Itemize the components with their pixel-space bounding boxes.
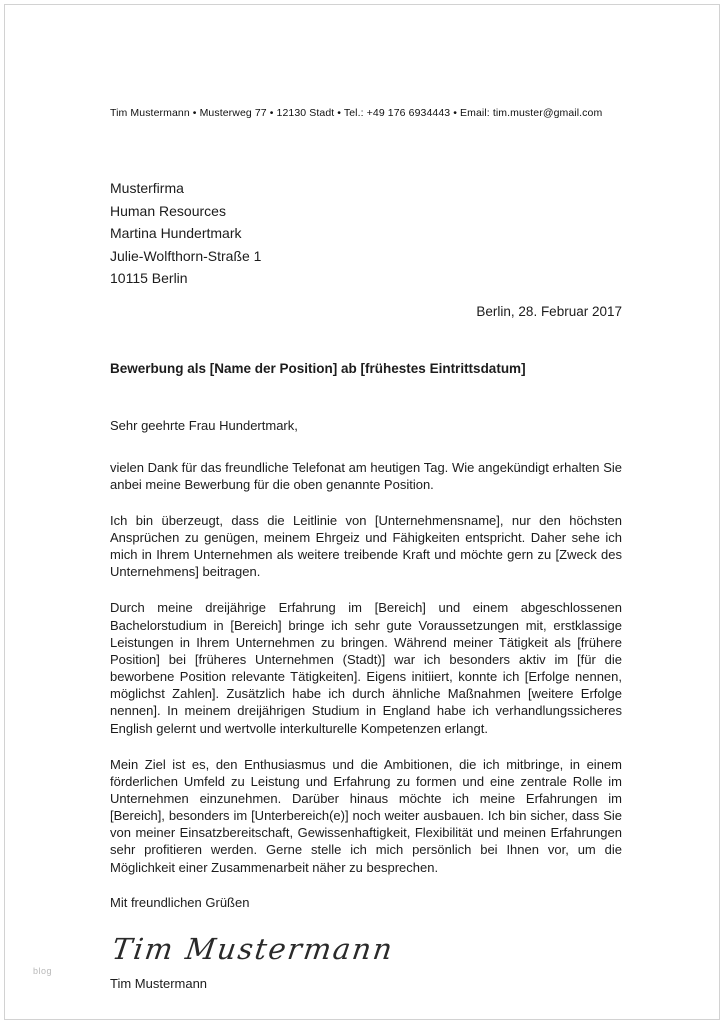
recipient-block — [110, 177, 622, 290]
body-paragraph: Ich bin überzeugt, dass die Leitlinie von [Unternehmensname], nur den höchsten Ansprüchen zu genügen, meinem Ehrgeiz und Fähigkeiten entspricht. Daher sehe ich mich in Ihrem Unternehmen als weitere treibende Kraft und möchte gern zu [Zweck des Unternehmens] beitragen. — [110, 512, 622, 580]
recipient-line-department: Human Resources — [110, 202, 226, 219]
closing-line: Mit freundlichen Grüßen — [110, 894, 250, 910]
handwritten-signature: Tim Mustermann — [110, 931, 397, 966]
body-paragraph: vielen Dank für das freundliche Telefonat am heutigen Tag. Wie angekündigt erhalten Sie anbei meine Bewerbung für die oben genannte Position. — [110, 459, 622, 492]
recipient-line-street: Julie-Wolfthorn-Straße 1 — [110, 247, 262, 264]
sender-contact-line: Tim Mustermann • Musterweg 77 • 12130 Stadt • Tel.: +49 176 6934443 • Email: tim.muster@gmail.com — [110, 107, 603, 119]
subject-line: Bewerbung als [Name der Position] ab [frühestes Eintrittsdatum] — [110, 360, 526, 376]
body-paragraph: Mein Ziel ist es, den Enthusiasmus und die Ambitionen, die ich mitbringe, in einem förderlichen Umfeld zu Leistung und Erfahrung zu formen und eine zentrale Rolle im Unternehmen einzunehmen. Darüber hinaus möchte ich meine Erfahrungen im [Bereich], besonders im [Unterbereich(e)] noch weiter ausbauen. Ich bin sicher, dass Sie von meiner Einsatzbereitschaft, Gewissenhaftigkeit, Flexibilität und meinen Erfahrungen sehr profitieren werden. Gerne stelle ich mich persönlich bei Ihnen vor, um die Möglichkeit einer Zusammenarbeit näher zu besprechen. — [110, 756, 622, 875]
recipient-line-city: 10115 Berlin — [110, 270, 188, 286]
body-paragraph: Durch meine dreijährige Erfahrung im [Bereich] und einem abgeschlossenen Bachelorstudium in [Bereich] bringe ich sehr gute Voraussetzungen mit, erstklassige Leistungen in Ihrem Unternehmen zu bringen. Während meiner Tätigkeit als [frühere Position] bei [früheres Unternehmen (Stadt)] war ich besonders aktiv im [für die beworbene Position relevante Tätigkeiten]. Eigens initiiert, konnte ich [Erfolge nennen, möglichst Zahlen]. Zusätzlich habe ich durch ähnliche Maßnahmen [weitere Erfolge nennen]. In meinem dreijährigen Studium in England habe ich verhandlungssicheres English gelernt und wertvolle interkulturelle Kompetenzen erlangt. — [110, 600, 622, 736]
recipient-line-company: Musterfirma — [110, 180, 184, 196]
watermark-text: blog — [33, 966, 53, 976]
letter-body — [110, 459, 622, 876]
signer-name: Tim Mustermann — [110, 975, 208, 991]
salutation: Sehr geehrte Frau Hundertmark, — [110, 417, 298, 433]
recipient-line-person: Martina Hundertmark — [110, 225, 242, 241]
letter-sheet — [110, 0, 622, 991]
date-line: Berlin, 28. Februar 2017 — [476, 303, 622, 319]
